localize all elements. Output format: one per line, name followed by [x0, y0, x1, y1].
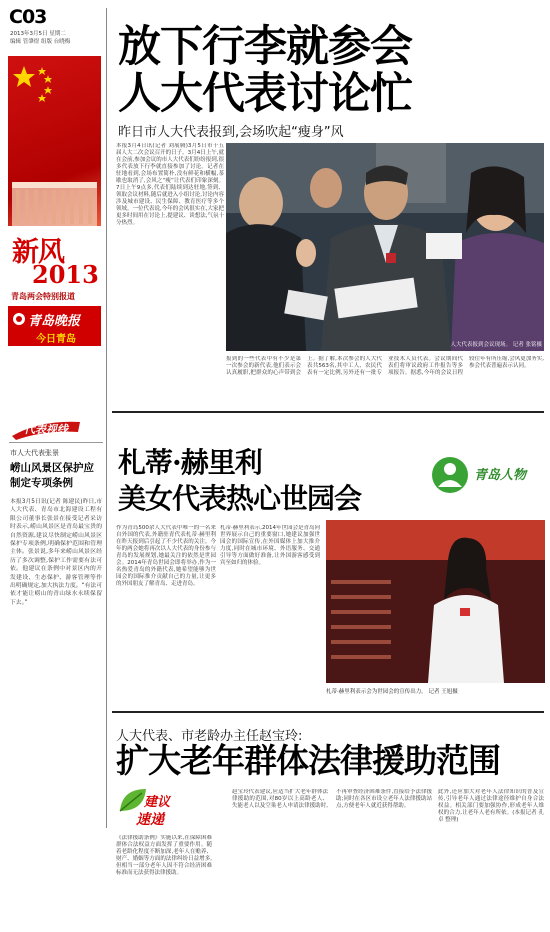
story3-body-mid-text: 赵宝玲代表建议,应适当扩大老年群体法律援助的范围,对80岁以上高龄老人、失能老人以及空巢老人申请法律援助时,不再审查经济困难条件,直接给予法律援助;同时在各区市设立老年人法律援助站点,方便老年人就近获得帮助。: [232, 789, 432, 809]
section-banner: [8, 56, 101, 351]
story1-bottom-rule: [112, 411, 544, 413]
story2-caption: [326, 688, 545, 696]
story2-caption-text: 札蒂·赫里利表示会为世园会的宣传出力。: [326, 689, 427, 695]
story1-title-line1: 放下行李就参会: [118, 22, 412, 72]
story2-badge-label: 青岛人物: [474, 468, 527, 483]
story2-badge: [430, 455, 545, 495]
story1-photo: [226, 143, 544, 351]
story2-photo: [326, 520, 545, 683]
story1-title-line2: 人大代表讨论忙: [118, 69, 412, 119]
story2-title-line2: 美女代表热心世园会: [118, 482, 362, 515]
suggest-label2: 速递: [136, 812, 164, 828]
story3-body-right: 此外,还应加大对老年人法律知识的普及宣传,引导老年人通过法律途径维护自身合法权益。相关部门要加强协作,形成老年人维权的合力,让老年人老有所依。(本报记者 孔卓 整理): [438, 789, 544, 823]
story1-subtitle: 昨日市人大代表报到,会场吹起“瘦身”风: [118, 125, 344, 140]
story1-caption: [352, 341, 542, 349]
story2-photo-scene: [326, 520, 545, 683]
story1-caption-text: 人大代表报到会议现场。: [450, 342, 511, 348]
sidebar-headline: 崂山风景区保护应制定专项条例: [10, 462, 94, 489]
paper-tagline: 今日青岛: [36, 334, 76, 345]
date-line: 2013年3月5日 星期二: [10, 31, 66, 37]
story3-kicker: 人大代表、市老龄办主任赵宝玲:: [116, 729, 303, 744]
story3-body-left: 《法律援助条例》实施以来,在保障困难群体合法权益方面发挥了重要作用。随着老龄化程度不断加深,老年人在赡养、财产、婚姻等方面的法律纠纷日益增多,但相当一部分老年人因不符合经济困难标准而无法获得法律援助。: [116, 835, 212, 876]
sidebar-body: 本报3月5日讯(记者 陈建民)昨日,市人大代表、青岛市北海建设工程有限公司董事长张景在接受记者采访时表示,崂山风景区是青岛最宝贵的自然资源,建议尽快制定崂山风景区保护专项条例,明确保护范围和管理主体。张景说,多年来崂山风景区经历了多次调整,保护工作需要有法可依。他建议在条例中对景区内的开发建设、生态保护、游客管理等作出明确规定,加大执法力度。“有法可依才能让崂山的青山绿水永续保留下去。”: [10, 499, 102, 606]
sidebar-tag: [10, 418, 80, 438]
flag-stars-icon: [12, 64, 56, 104]
suggest-label: 建议: [144, 795, 171, 810]
story2-body-left: 作为青岛500余人大代表中唯一的一名来自外国的代表,外籍驻青代表札蒂·赫里利在昨天报到后引起了不少代表的关注。今年的两会她将再次以人大代表的身份参与青岛的发展规划,她最关注的依然是世园会。2014年青岛世园会即将举办,作为一名热爱青岛的外籍代表,她希望能够为世园会的国际推介贡献自己的力量,让更多的外国朋友了解青岛、走进青岛。: [116, 525, 216, 587]
story3-body-mid-a: [232, 789, 432, 923]
paper-logo-icon: [12, 312, 26, 326]
story1-photo-scene: [226, 143, 544, 351]
staff-line: 编辑 管肇煜 组版 台晓梅: [10, 39, 71, 45]
person-badge-icon: [430, 455, 470, 495]
paper-logo: [8, 306, 101, 346]
story2-bottom-rule: [112, 711, 544, 713]
sidebar-kicker: 市人大代表张景: [10, 449, 59, 457]
section-title: 新风: [12, 237, 64, 268]
paper-name: 青岛晚报: [28, 314, 81, 329]
story1-body-bottom-text: 报到的一些代表中有不少是第一次参会的新代表,他们表示会认真履职,把群众的心声带到会上。据了解,本次参会的人大代表共563名,其中工人、农民代表有一定比例,另外还有一批专业技术人员代表。会议期间代表们将审议政府工作报告等多项报告。据悉,今年的会议日程较往年有所压缩,会风更加务实,参会代表普遍表示认同。: [226, 356, 544, 376]
story2-title-line1: 札蒂·赫里利: [118, 446, 262, 479]
great-hall-icon: [12, 166, 97, 226]
section-subtitle: 青岛两会特别报道: [11, 292, 75, 301]
story3-title: 扩大老年群体法律援助范围: [116, 741, 500, 780]
story2-photo-credit: 记者 王旭摄: [428, 689, 458, 695]
story2-body-right: 札蒂·赫里利表示,2014年世园会是青岛向世界展示自己的重要窗口,她建议加强世园会的国际宣传,在外国媒体上加大推介力度,同时在城市环境、外语服务、交通引导等方面做好准备,让外国游客感受到宾至如归的体验。: [220, 525, 320, 566]
story1-body-bottom: [226, 356, 544, 406]
story1-photo-credit: 记者 张铭摄: [512, 342, 542, 348]
left-column-divider: [106, 8, 107, 828]
sidebar-tag-label: 代表视线: [24, 423, 68, 436]
sidebar-top-rule: [9, 442, 103, 443]
story1-body-left: 本报3月4日讯(记者 刘展腾)3月5日市十五届人大二次会议召开的日子。3月4日上午,就在会前,参加会议的市人大代表们纷纷报到,很多代表放下行李就直接参加了讨论。记者在驻地看到,会场布置简朴,没有鲜花和横幅,茶歇也取消了,会风之“瘦”让代表们印象深刻。7日上午9点多,代表们陆续到达驻地,签到、领取会议材料,随后就进入小组讨论,讨论内容涉及城市建设、民生保障、教育医疗等多个领域。一位代表说,今年的会风很实在,大家把更多时间用在讨论上,提建议、谈想法,气氛十分热烈。: [116, 143, 224, 226]
story3-suggest-badge: [116, 785, 196, 831]
section-year: 2013: [32, 260, 99, 289]
page-number: C03: [9, 6, 47, 28]
